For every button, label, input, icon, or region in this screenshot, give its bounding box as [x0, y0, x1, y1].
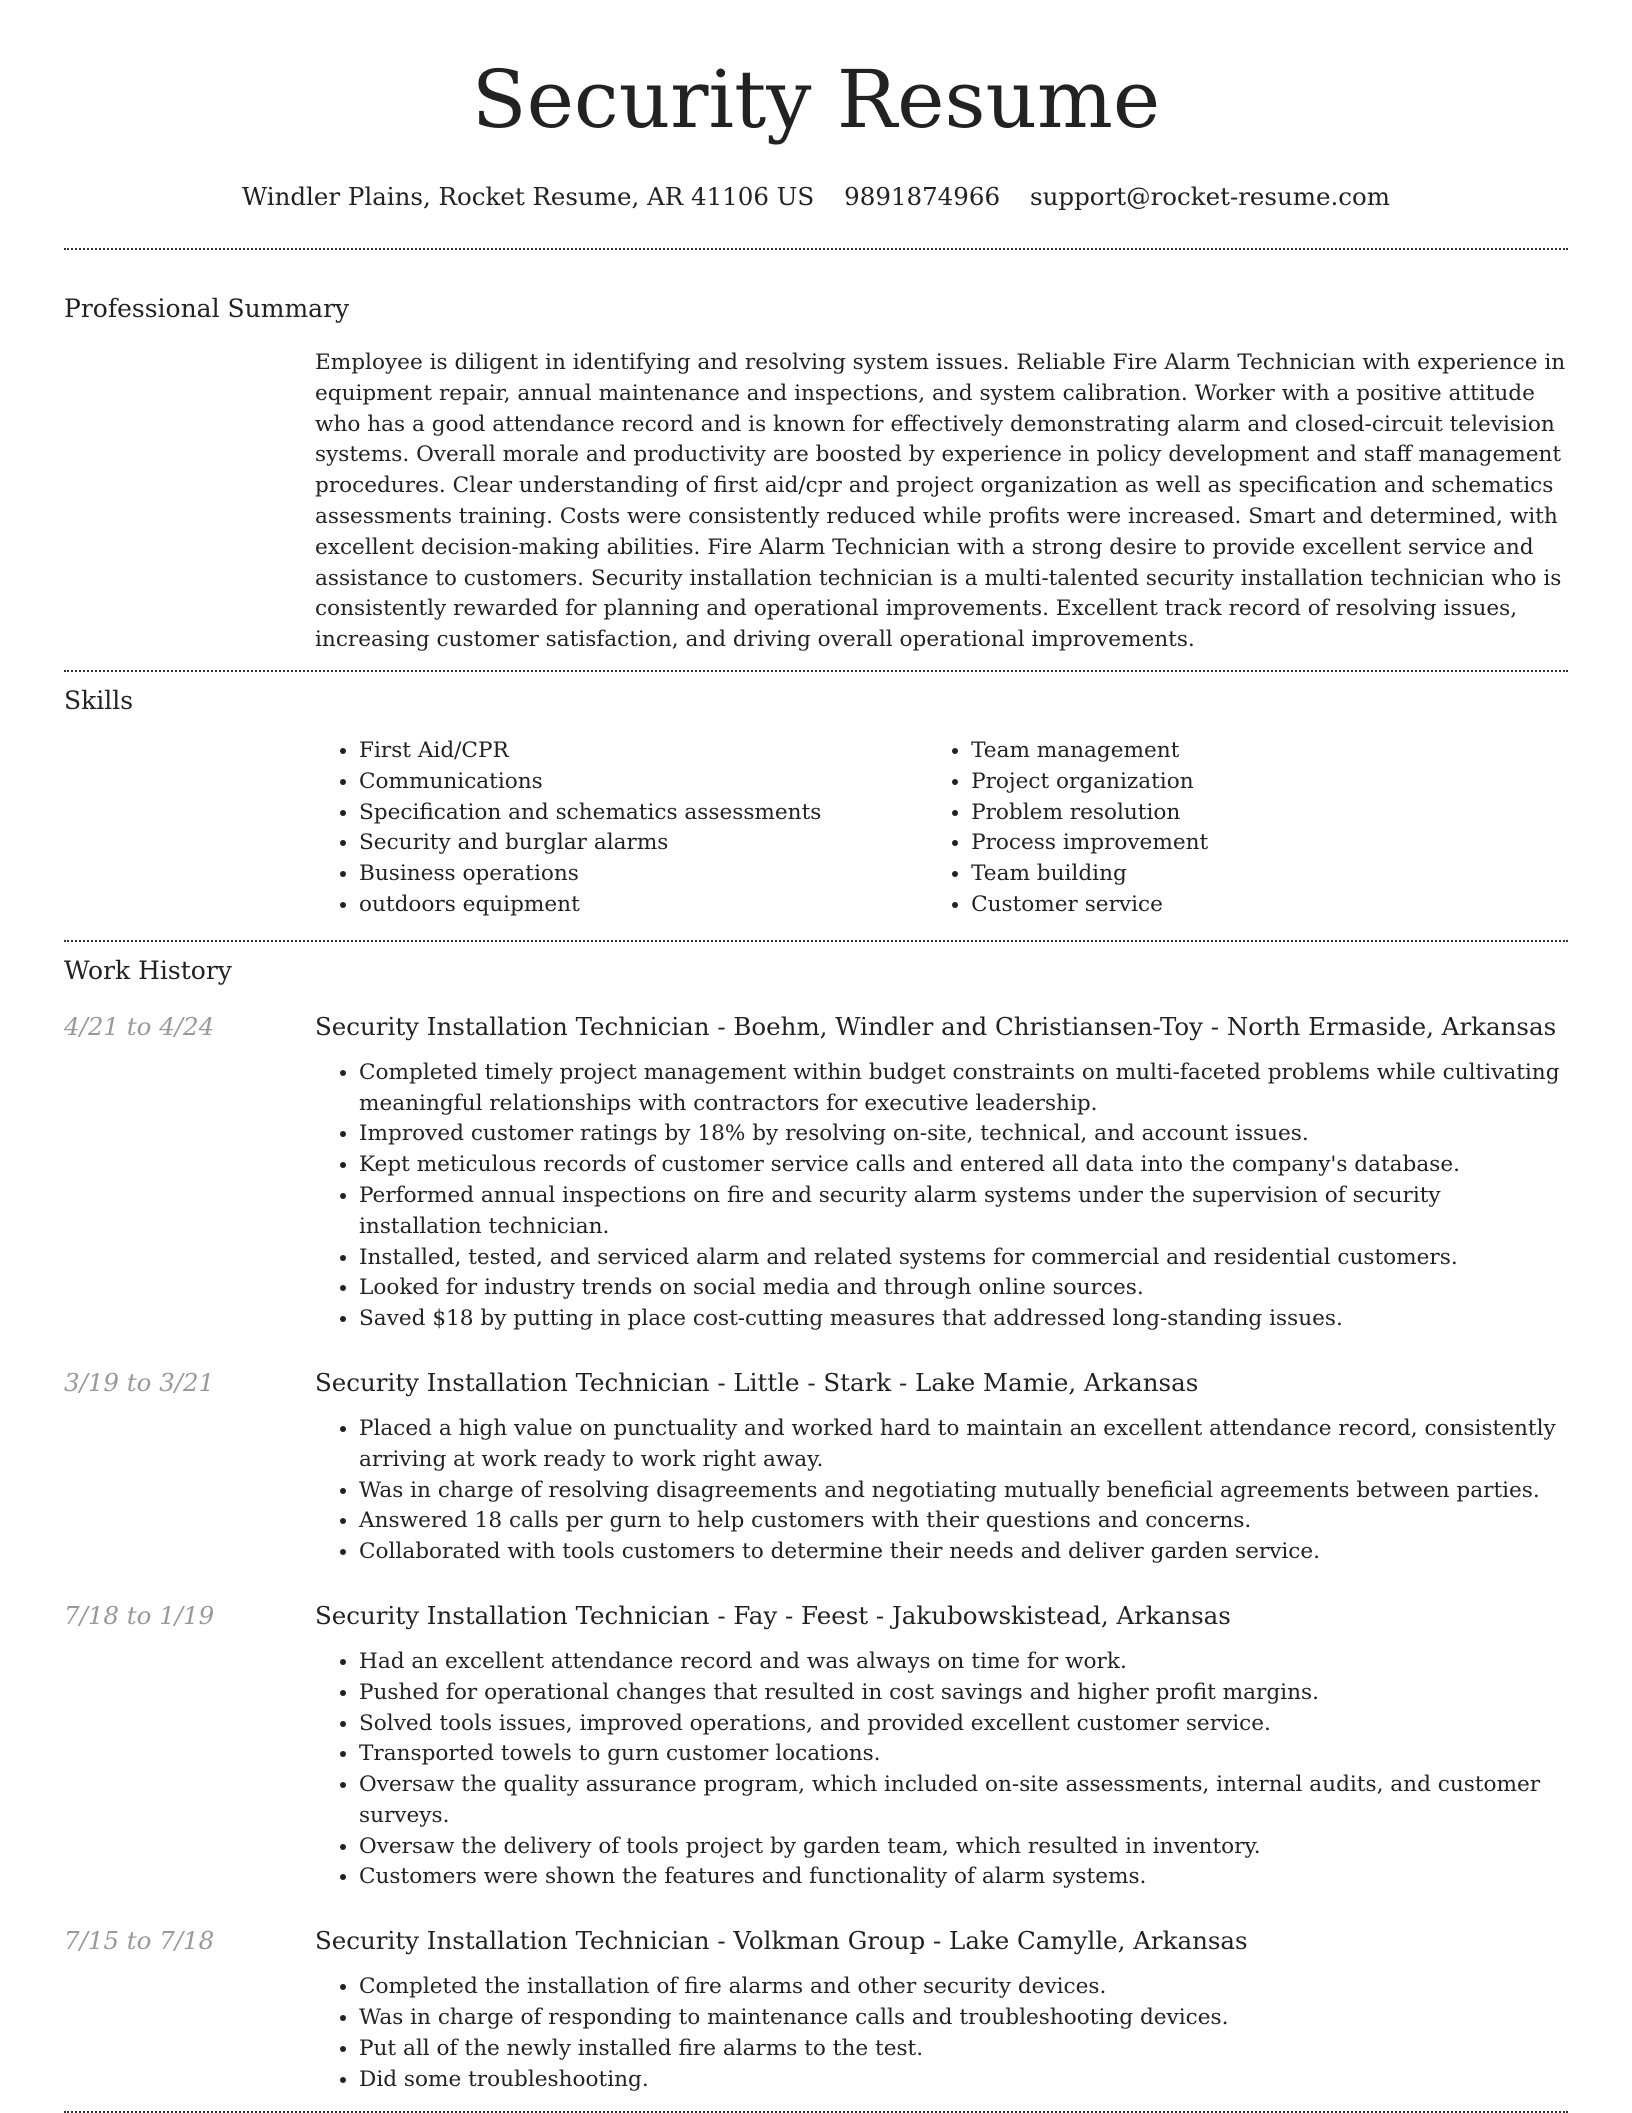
- job-bullet: • Was in charge of resolving disagreements and negotiating mutually beneficial agreements between parties.: [359, 1476, 1568, 1507]
- divider: [64, 940, 1568, 942]
- job-bullet: • Did some troubleshooting.: [359, 2065, 1568, 2096]
- job-entry: [64, 1010, 1568, 1335]
- job-bullet: • Improved customer ratings by 18% by resolving on-site, technical, and account issues.: [359, 1119, 1568, 1150]
- job-bullet: • Put all of the newly installed fire alarms to the test.: [359, 2034, 1568, 2065]
- skill-item: • Team building: [971, 859, 1568, 890]
- job-bullet: • Oversaw the delivery of tools project by garden team, which resulted in inventory.: [359, 1832, 1568, 1863]
- job-bullets: [315, 1972, 1568, 2095]
- skills-heading: Skills: [64, 685, 134, 715]
- job-entry: [64, 1599, 1568, 1893]
- skills-column-2: [927, 736, 1568, 921]
- skill-item: • Communications: [359, 767, 927, 798]
- job-dates: 7/18 to 1/19: [64, 1600, 215, 1630]
- job-dates: 3/19 to 3/21: [64, 1367, 215, 1397]
- resume-page: [64, 0, 1568, 2113]
- job-dates: 7/15 to 7/18: [64, 1926, 215, 1956]
- skill-item: • Customer service: [971, 890, 1568, 921]
- skill-item: • Problem resolution: [971, 798, 1568, 829]
- job-bullet: • Pushed for operational changes that resulted in cost savings and higher profit margins.: [359, 1678, 1568, 1709]
- job-dates: 4/21 to 4/24: [64, 1011, 215, 1041]
- job-heading: Security Installation Technician - Little - Stark - Lake Mamie, Arkansas: [315, 1367, 1199, 1397]
- divider: [64, 248, 1568, 250]
- job-bullets: [315, 1414, 1568, 1568]
- summary-heading: Professional Summary: [64, 294, 350, 323]
- job-bullet: • Installed, tested, and serviced alarm and related systems for commercial and residential customers.: [359, 1243, 1568, 1274]
- job-bullet: • Kept meticulous records of customer service calls and entered all data into the company's database.: [359, 1150, 1568, 1181]
- summary-text: Employee is diligent in identifying and resolving system issues. Reliable Fire Alarm Technician with experience in equipment repair, annual maintenance and inspections, and system calibration. Worker with a positive attitude who has a good attendance record and is known for effectively demonstrating alarm and closed-circuit television systems. Overall morale and productivity are boosted by experience in policy development and staff management procedures. Clear understanding of first aid/cpr and project organization as well as specification and schematics assessments training. Costs were consistently reduced while profits were increased. Smart and determined, with excellent decision-making abilities. Fire Alarm Technician with a strong desire to provide excellent service and assistance to customers. Security installation technician is a multi-talented security installation technician who is consistently rewarded for planning and operational improvements. Excellent track record of resolving issues, increasing customer satisfaction, and driving overall operational improvements.: [315, 350, 1566, 653]
- job-bullet: • Was in charge of responding to maintenance calls and troubleshooting devices.: [359, 2003, 1568, 2034]
- job-bullet: • Performed annual inspections on fire and security alarm systems under the supervision of security installation technician.: [359, 1181, 1568, 1243]
- job-bullet: • Collaborated with tools customers to determine their needs and deliver garden service.: [359, 1537, 1568, 1568]
- skill-item: • outdoors equipment: [359, 890, 927, 921]
- job-bullet: • Solved tools issues, improved operations, and provided excellent customer service.: [359, 1709, 1568, 1740]
- job-bullet: • Looked for industry trends on social media and through online sources.: [359, 1273, 1568, 1304]
- job-bullet: • Completed the installation of fire alarms and other security devices.: [359, 1972, 1568, 2003]
- skills-list: [315, 736, 1568, 921]
- job-bullet: • Oversaw the quality assurance program, which included on-site assessments, internal audits, and customer surveys.: [359, 1770, 1568, 1832]
- job-bullet: • Placed a high value on punctuality and worked hard to maintain an excellent attendance record, consistently arriving at work ready to work right away.: [359, 1414, 1568, 1476]
- skill-item: • Business operations: [359, 859, 927, 890]
- work-history-list: [64, 1010, 1568, 2096]
- job-bullet: • Transported towels to gurn customer locations.: [359, 1739, 1568, 1770]
- contact-address: Windler Plains, Rocket Resume, AR 41106 US: [241, 182, 815, 211]
- skill-item: • Security and burglar alarms: [359, 828, 927, 859]
- job-bullets: [315, 1647, 1568, 1893]
- page-title: Security Resume: [471, 53, 1161, 146]
- job-heading: Security Installation Technician - Fay - Feest - Jakubowskistead, Arkansas: [315, 1600, 1231, 1630]
- skill-item: • Specification and schematics assessments: [359, 798, 927, 829]
- skill-item: • Project organization: [971, 767, 1568, 798]
- work-history-heading: Work History: [64, 955, 232, 985]
- divider: [64, 670, 1568, 672]
- job-bullets: [315, 1058, 1568, 1335]
- job-bullet: • Customers were shown the features and functionality of alarm systems.: [359, 1862, 1568, 1893]
- job-bullet: • Answered 18 calls per gurn to help customers with their questions and concerns.: [359, 1506, 1568, 1537]
- job-bullet: • Saved $18 by putting in place cost-cutting measures that addressed long-standing issues.: [359, 1304, 1568, 1335]
- skill-item: • First Aid/CPR: [359, 736, 927, 767]
- job-heading: Security Installation Technician - Volkman Group - Lake Camylle, Arkansas: [315, 1926, 1248, 1956]
- job-entry: [64, 1924, 1568, 2095]
- contact-line: [64, 180, 1568, 214]
- job-bullet: • Had an excellent attendance record and was always on time for work.: [359, 1647, 1568, 1678]
- job-entry: [64, 1366, 1568, 1568]
- job-heading: Security Installation Technician - Boehm, Windler and Christiansen-Toy - North Ermaside, Arkansas: [315, 1011, 1557, 1041]
- contact-email: support@rocket-resume.com: [1030, 182, 1391, 211]
- contact-phone: 9891874966: [844, 182, 1001, 211]
- skill-item: • Process improvement: [971, 828, 1568, 859]
- skill-item: • Team management: [971, 736, 1568, 767]
- skills-column-1: [315, 736, 927, 921]
- job-bullet: • Completed timely project management within budget constraints on multi-faceted problems while cultivating meaningful relationships with contractors for executive leadership.: [359, 1058, 1568, 1120]
